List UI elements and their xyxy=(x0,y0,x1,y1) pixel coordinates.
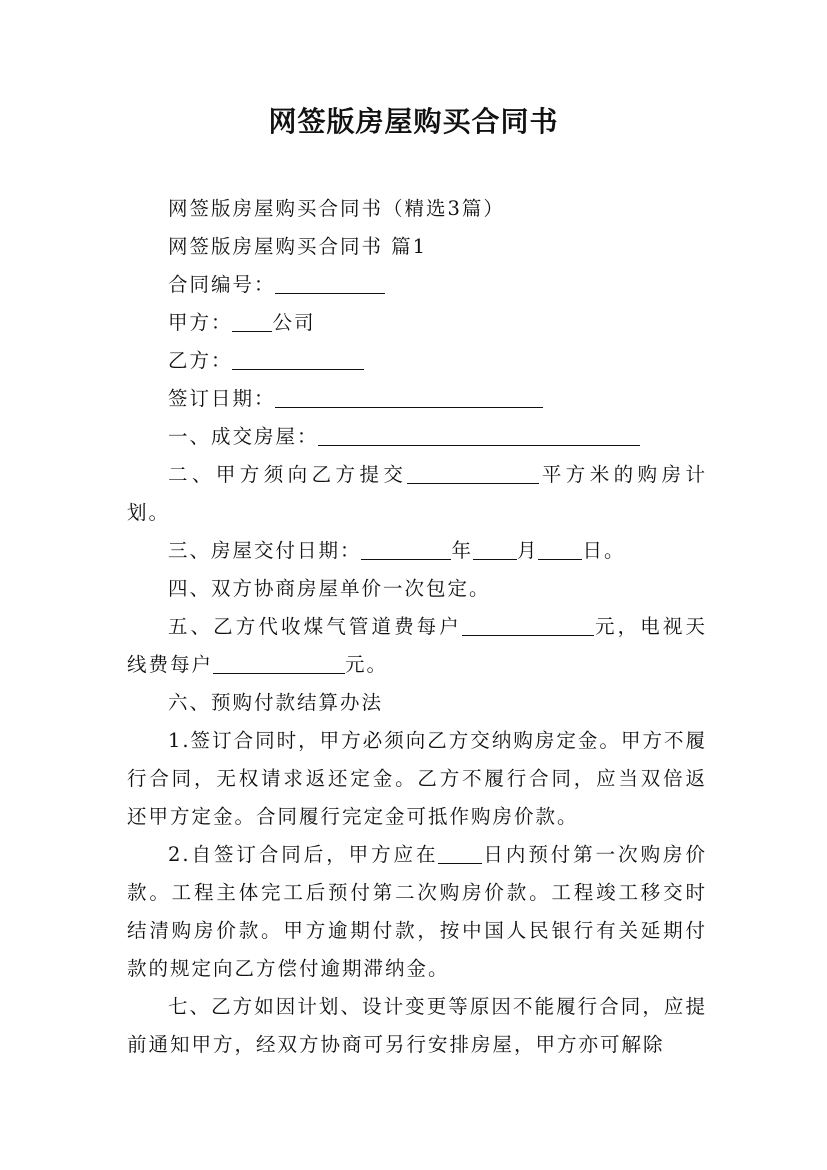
clause-3-year: 年 xyxy=(451,539,473,562)
clause-4: 四、双方协商房屋单价一次包定。 xyxy=(167,577,491,600)
contract-number-line xyxy=(127,266,707,304)
party-b-label: 乙方： xyxy=(167,349,233,372)
clause-3-year-blank xyxy=(361,537,451,560)
clause-1-text: 一、成交房屋： xyxy=(167,425,319,448)
clause-3-pre: 三、房屋交付日期： xyxy=(167,539,362,562)
clause-6-2-post: 日内预付第一次购房价款。工程主体完工后预付第二次购房价款。工程竣工移交时结清购房价款。甲方逾期付款，按中国人民银行有关延期付款的规定向乙方偿付逾期滞纳金。 xyxy=(127,843,707,980)
document-title: 网签版房屋购买合同书 xyxy=(268,105,559,138)
clause-2-post: 平方米的购房计划。 xyxy=(127,463,707,524)
party-b-blank xyxy=(232,347,364,370)
clause-3-month: 月 xyxy=(516,539,539,562)
clause-5 xyxy=(127,608,707,684)
document-body xyxy=(127,190,707,1064)
clause-1-blank xyxy=(318,423,640,446)
clause-6: 六、预购付款结算办法 xyxy=(167,691,383,714)
article-heading: 网签版房屋购买合同书 篇1 xyxy=(167,235,428,258)
party-a-blank xyxy=(232,309,272,332)
clause-6-2-blank xyxy=(438,841,482,864)
clause-2-pre: 二、甲方须向乙方提交 xyxy=(167,463,408,486)
party-a-label: 甲方： xyxy=(167,311,233,334)
subtitle: 网签版房屋购买合同书（精选3篇） xyxy=(167,197,505,220)
clause-5-post: 元。 xyxy=(345,653,389,676)
clause-1 xyxy=(127,418,707,456)
contract-number-blank xyxy=(275,271,385,294)
clause-3-month-blank xyxy=(473,537,517,560)
clause-6-2 xyxy=(127,836,707,988)
clause-5-mid: 元，电视天线费每户 xyxy=(127,615,707,676)
clause-2 xyxy=(127,456,707,532)
contract-number-label: 合同编号： xyxy=(167,273,276,296)
clause-6-2-pre: 2.自签订合同后，甲方应在 xyxy=(167,843,439,866)
sign-date-label: 签订日期： xyxy=(167,387,276,410)
clause-7: 七、乙方如因计划、设计变更等原因不能履行合同，应提前通知甲方，经双方协商可另行安排房屋，甲方亦可解除 xyxy=(127,995,707,1056)
party-b-line xyxy=(127,342,707,380)
clause-5-pre: 五、乙方代收煤气管道费每户 xyxy=(167,615,462,638)
clause-3 xyxy=(127,532,707,570)
party-a-suffix: 公司 xyxy=(272,311,316,334)
party-a-line xyxy=(127,304,707,342)
clause-5-tv-blank xyxy=(213,651,345,674)
clause-3-day-blank xyxy=(538,537,582,560)
clause-5-gas-blank xyxy=(462,613,594,636)
clause-3-day: 日。 xyxy=(582,539,626,562)
clause-2-blank xyxy=(407,461,539,484)
clause-6-1: 1.签订合同时，甲方必须向乙方交纳购房定金。甲方不履行合同，无权请求返还定金。乙方不履行合同，应当双倍返还甲方定金。合同履行完定金可抵作购房价款。 xyxy=(127,729,707,828)
sign-date-line xyxy=(127,380,707,418)
sign-date-blank xyxy=(275,385,543,408)
